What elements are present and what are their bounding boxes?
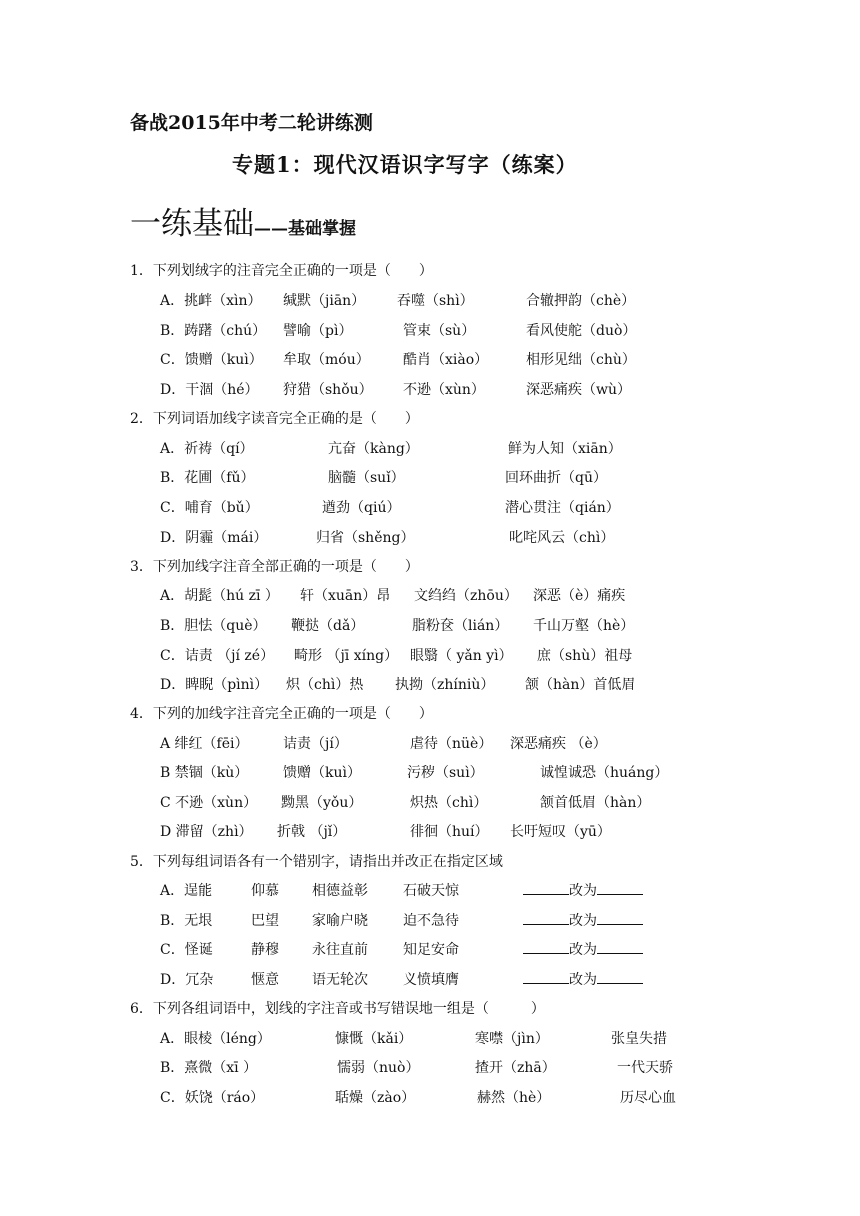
q4-option: 馈赠（kuì） <box>283 765 361 781</box>
q4-option: 诘责（jí） <box>283 736 348 752</box>
change-label: 改为 <box>569 972 597 988</box>
q4-option: C 不逊（xùn） <box>160 795 258 811</box>
q6-option: A．眼棱（léng） <box>160 1031 271 1047</box>
q2-option: 潜心贯注（qián） <box>505 500 620 516</box>
q6-option: 赫然（hè） <box>477 1090 551 1106</box>
question-1-stem: 1．下列划绒字的注音完全正确的一项是（ ） <box>130 263 433 279</box>
section-heading <box>130 198 356 243</box>
q1-option: B．踌躇（chú） <box>160 323 267 339</box>
q1-option: C．馈赠（kuì） <box>160 352 263 368</box>
q4-option: A 绯红（fēi） <box>160 736 249 752</box>
q5-option: 惬意 <box>251 972 279 988</box>
q6-option: B．熹微（xī ） <box>160 1060 258 1076</box>
q6-option: 寒噤（jìn） <box>475 1031 549 1047</box>
q6-option: C．妖饶（ráo） <box>160 1090 265 1106</box>
q1-option: 狩猎（shǒu） <box>283 382 373 398</box>
q5-option: 石破天惊 <box>403 883 459 899</box>
q4-option: B 禁锢（kù） <box>160 765 249 781</box>
q6-option: 历尽心血 <box>620 1090 676 1106</box>
q1-option: 譬喻（pì） <box>283 323 353 339</box>
q5-option: 永往直前 <box>312 942 368 958</box>
q6-option: 慷慨（kǎi） <box>335 1031 413 1047</box>
q6-option: 张皇失措 <box>611 1031 667 1047</box>
q3-option: A．胡髭（hú zī ） <box>160 588 279 604</box>
question-4-stem: 4．下列的加线字注音完全正确的一项是（ ） <box>130 706 433 722</box>
answer-slot <box>523 939 643 959</box>
q1-option: D．干涸（hé） <box>160 382 259 398</box>
q3-option: 庶（shù）祖母 <box>537 648 633 664</box>
q4-option: 长吁短叹（yū） <box>510 824 611 840</box>
q1-option: 缄默（jiān） <box>283 293 366 309</box>
q6-option: 懦弱（nuò） <box>337 1060 420 1076</box>
blank-line <box>523 941 569 954</box>
q5-option: 仰慕 <box>251 883 279 899</box>
q3-option: 畸形 （jī xíng） <box>294 648 399 664</box>
question-2-stem: 2．下列词语加线字读音完全正确的是（ ） <box>130 411 419 427</box>
q3-option: 轩（xuān）昂 <box>300 588 391 604</box>
q5-option: D．冗杂 <box>160 972 214 988</box>
q3-option: 炽（chì）热 <box>286 677 364 693</box>
blank-line <box>597 882 643 895</box>
blank-line <box>523 971 569 984</box>
section-sub: ——基础掌握 <box>254 219 356 239</box>
q4-option: 炽热（chì） <box>410 795 488 811</box>
q2-option: 脑髓（suǐ） <box>328 470 405 486</box>
q3-option: B．胆怯（què） <box>160 618 267 634</box>
q3-option: 文绉绉（zhōu） <box>414 588 518 604</box>
question-6-stem: 6．下列各组词语中，划线的字注音或书写错误地一组是（ ） <box>130 1001 545 1017</box>
change-label: 改为 <box>569 942 597 958</box>
section-main: 一练基础 <box>130 206 254 242</box>
q4-option: 徘徊（huí） <box>410 824 489 840</box>
q1-option: 看风使舵（duò） <box>526 323 637 339</box>
blank-line <box>523 912 569 925</box>
q2-option: 归省（shěng） <box>316 530 415 546</box>
blank-line <box>597 971 643 984</box>
q1-option: 管束（sù） <box>403 323 476 339</box>
q1-option: 相形见绌（chù） <box>526 352 636 368</box>
q3-option: 执拗（zhíniù） <box>395 677 495 693</box>
q2-option: A．祈祷（qí） <box>160 441 254 457</box>
q2-option: 亢奋（kàng） <box>328 441 419 457</box>
answer-slot <box>523 910 643 930</box>
q1-option: A．挑衅（xìn） <box>160 293 262 309</box>
q3-option: 千山万壑（hè） <box>533 618 635 634</box>
q4-option: 诚惶诚恐（huáng） <box>540 765 669 781</box>
q2-option: D．阴霾（mái） <box>160 530 268 546</box>
q2-option: 回环曲折（qū） <box>505 470 607 486</box>
q2-option: B．花圃（fǔ） <box>160 470 255 486</box>
q5-option: 巴望 <box>251 913 279 929</box>
q5-option: 相德益彰 <box>312 883 368 899</box>
answer-slot <box>523 880 643 900</box>
q4-option: 黝黑（yǒu） <box>281 795 363 811</box>
q5-option: 迫不急待 <box>403 913 459 929</box>
q4-option: 污秽（suì） <box>407 765 484 781</box>
q5-option: B．无垠 <box>160 913 213 929</box>
q1-option: 不逊（xùn） <box>403 382 485 398</box>
q3-option: 眼翳（ yǎn yì） <box>410 648 513 664</box>
q2-option: C．哺育（bǔ） <box>160 500 259 516</box>
document-header: 备战2015年中考二轮讲练测 <box>130 112 373 134</box>
q5-option: A．逞能 <box>160 883 213 899</box>
page-title: 专题1：现代汉语识字写字（练案） <box>232 152 578 177</box>
q3-option: 鞭挞（dǎ） <box>291 618 365 634</box>
question-3-stem: 3．下列加线字注音全部正确的一项是（ ） <box>130 559 419 575</box>
q5-option: 义愤填膺 <box>403 972 459 988</box>
q4-option: 虐待（nüè） <box>410 736 493 752</box>
q1-option: 牟取（móu） <box>283 352 370 368</box>
blank-line <box>523 882 569 895</box>
q5-option: 家喻户晓 <box>312 913 368 929</box>
q1-option: 深恶痛疾（wù） <box>526 382 631 398</box>
q3-option: D．睥睨（pìnì） <box>160 677 269 693</box>
q4-option: 颔首低眉（hàn） <box>540 795 651 811</box>
change-label: 改为 <box>569 913 597 929</box>
q2-option: 叱咤风云（chì） <box>509 530 615 546</box>
q6-option: 揸开（zhā） <box>475 1060 556 1076</box>
q2-option: 遒劲（qiú） <box>322 500 401 516</box>
q3-option: 脂粉奁（lián） <box>412 618 509 634</box>
q6-option: 聒燥（zào） <box>335 1090 416 1106</box>
q3-option: C．诘责 （jí zé） <box>160 648 275 664</box>
q6-option: 一代天骄 <box>617 1060 673 1076</box>
q5-option: 语无轮次 <box>312 972 368 988</box>
q5-option: 静穆 <box>251 942 279 958</box>
q1-option: 酷肖（xiào） <box>403 352 489 368</box>
q5-option: 知足安命 <box>403 942 459 958</box>
q1-option: 合辙押韵（chè） <box>526 293 636 309</box>
q2-option: 鲜为人知（xiān） <box>508 441 622 457</box>
q3-option: 深恶（è）痛疾 <box>533 588 626 604</box>
q3-option: 颔（hàn）首低眉 <box>525 677 636 693</box>
blank-line <box>597 941 643 954</box>
q4-option: 深恶痛疾 （è） <box>510 736 607 752</box>
q1-option: 吞噬（shì） <box>397 293 474 309</box>
q5-option: C．怪诞 <box>160 942 213 958</box>
q4-option: D 滞留（zhì） <box>160 824 253 840</box>
blank-line <box>597 912 643 925</box>
change-label: 改为 <box>569 883 597 899</box>
answer-slot <box>523 969 643 989</box>
q4-option: 折戟 （jǐ） <box>277 824 347 840</box>
question-5-stem: 5．下列每组词语各有一个错别字，请指出并改正在指定区域 <box>130 854 503 870</box>
